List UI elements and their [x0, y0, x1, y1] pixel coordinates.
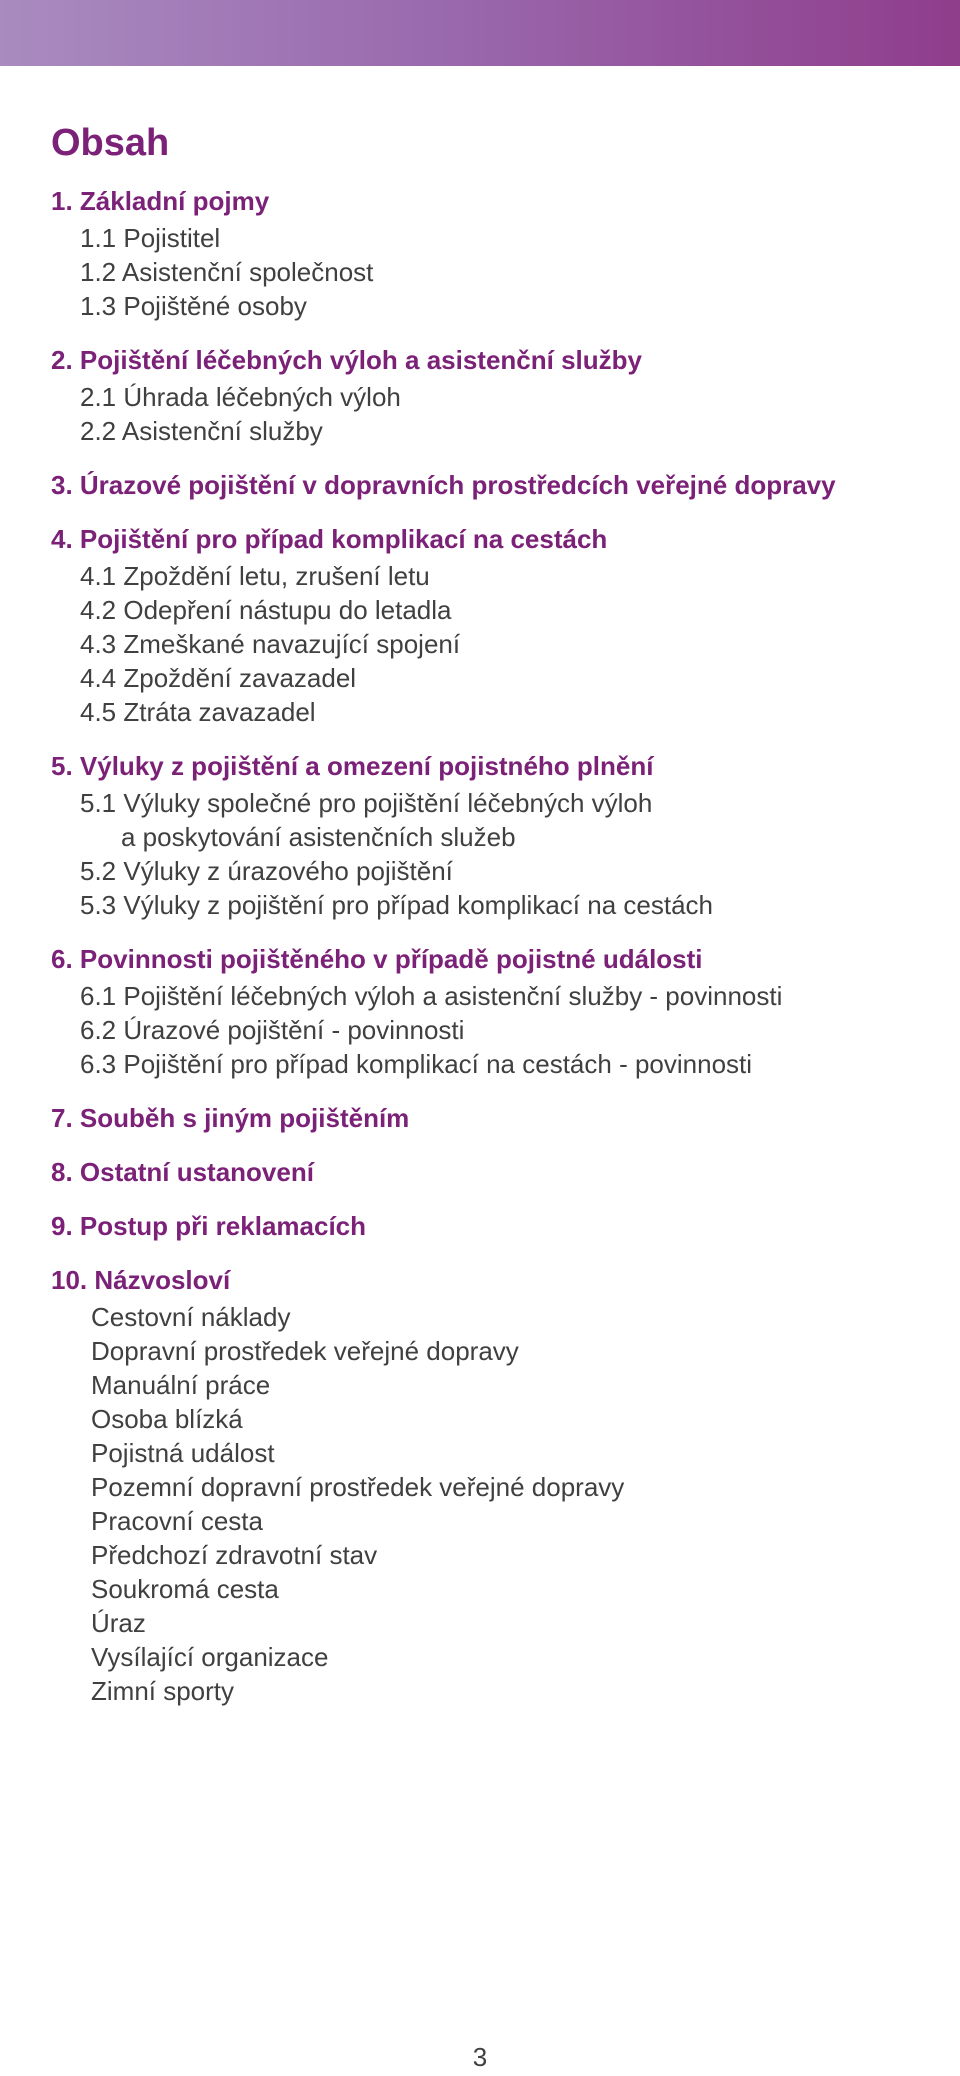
toc-item[interactable]: 4.5 Ztráta zavazadel: [80, 697, 316, 727]
toc-item[interactable]: 4.4 Zpoždění zavazadel: [80, 663, 357, 693]
toc-section-5: [51, 749, 931, 922]
toc-heading[interactable]: 10. Názvosloví: [51, 1265, 231, 1295]
glossary-term[interactable]: Zimní sporty: [91, 1676, 235, 1706]
glossary-term[interactable]: Úraz: [91, 1608, 146, 1638]
toc-item[interactable]: 4.1 Zpoždění letu, zrušení letu: [80, 561, 430, 591]
toc-heading[interactable]: 9. Postup při reklamacích: [51, 1211, 367, 1241]
toc-section-2: [51, 343, 931, 448]
glossary-term[interactable]: Manuální práce: [91, 1370, 271, 1400]
glossary-term[interactable]: Cestovní náklady: [91, 1302, 291, 1332]
page-title: Obsah: [51, 122, 170, 164]
toc-section-3: [51, 468, 931, 502]
toc-section-10: [51, 1263, 931, 1708]
toc-heading[interactable]: 4. Pojištění pro případ komplikací na cestách: [51, 524, 608, 554]
toc-item[interactable]: 6.2 Úrazové pojištění - povinnosti: [80, 1015, 465, 1045]
toc-item[interactable]: 6.3 Pojištění pro případ komplikací na cestách - povinnosti: [80, 1049, 753, 1079]
toc-item[interactable]: 1.3 Pojištěné osoby: [80, 291, 307, 321]
glossary-term[interactable]: Dopravní prostředek veřejné dopravy: [91, 1336, 519, 1366]
toc-item[interactable]: 6.1 Pojištění léčebných výloh a asistenční služby - povinnosti: [80, 981, 783, 1011]
glossary-term[interactable]: Soukromá cesta: [91, 1574, 279, 1604]
toc-item[interactable]: 1.2 Asistenční společnost: [80, 257, 374, 287]
toc-item-continuation: a poskytování asistenčních služeb: [121, 822, 516, 852]
toc-heading[interactable]: 3. Úrazové pojištění v dopravních prostředcích veřejné dopravy: [51, 470, 836, 500]
toc-item[interactable]: 5.3 Výluky z pojištění pro případ komplikací na cestách: [80, 890, 713, 920]
page-number: 3: [472, 2042, 488, 2072]
toc-heading[interactable]: 2. Pojištění léčebných výloh a asistenční služby: [51, 345, 642, 375]
glossary-term[interactable]: Předchozí zdravotní stav: [91, 1540, 378, 1570]
toc-section-9: [51, 1209, 931, 1243]
toc-heading[interactable]: 7. Souběh s jiným pojištěním: [51, 1103, 410, 1133]
toc-item[interactable]: 2.1 Úhrada léčebných výloh: [80, 382, 401, 412]
toc-item[interactable]: 4.2 Odepření nástupu do letadla: [80, 595, 452, 625]
table-of-contents: [51, 118, 931, 1728]
toc-section-7: [51, 1101, 931, 1135]
glossary-term[interactable]: Pozemní dopravní prostředek veřejné dopravy: [91, 1472, 625, 1502]
toc-item[interactable]: 1.1 Pojistitel: [80, 223, 221, 253]
glossary-term[interactable]: Osoba blízká: [91, 1404, 243, 1434]
toc-heading[interactable]: 5. Výluky z pojištění a omezení pojistného plnění: [51, 751, 654, 781]
toc-section-1: [51, 184, 931, 323]
glossary-term[interactable]: Pojistná událost: [91, 1438, 275, 1468]
toc-heading[interactable]: 1. Základní pojmy: [51, 186, 270, 216]
toc-section-4: [51, 522, 931, 729]
toc-item[interactable]: 2.2 Asistenční služby: [80, 416, 323, 446]
toc-item[interactable]: 5.2 Výluky z úrazového pojištění: [80, 856, 453, 886]
header-band: [0, 0, 960, 66]
toc-heading[interactable]: 6. Povinnosti pojištěného v případě pojistné události: [51, 944, 703, 974]
toc-item-text: 5.1 Výluky společné pro pojištění léčebných výloh: [80, 788, 653, 818]
toc-section-8: [51, 1155, 931, 1189]
glossary-term[interactable]: Vysílající organizace: [91, 1642, 329, 1672]
glossary-term[interactable]: Pracovní cesta: [91, 1506, 263, 1536]
toc-heading[interactable]: 8. Ostatní ustanovení: [51, 1157, 314, 1187]
toc-item[interactable]: 4.3 Zmeškané navazující spojení: [80, 629, 461, 659]
toc-item[interactable]: [51, 786, 931, 854]
toc-section-6: [51, 942, 931, 1081]
